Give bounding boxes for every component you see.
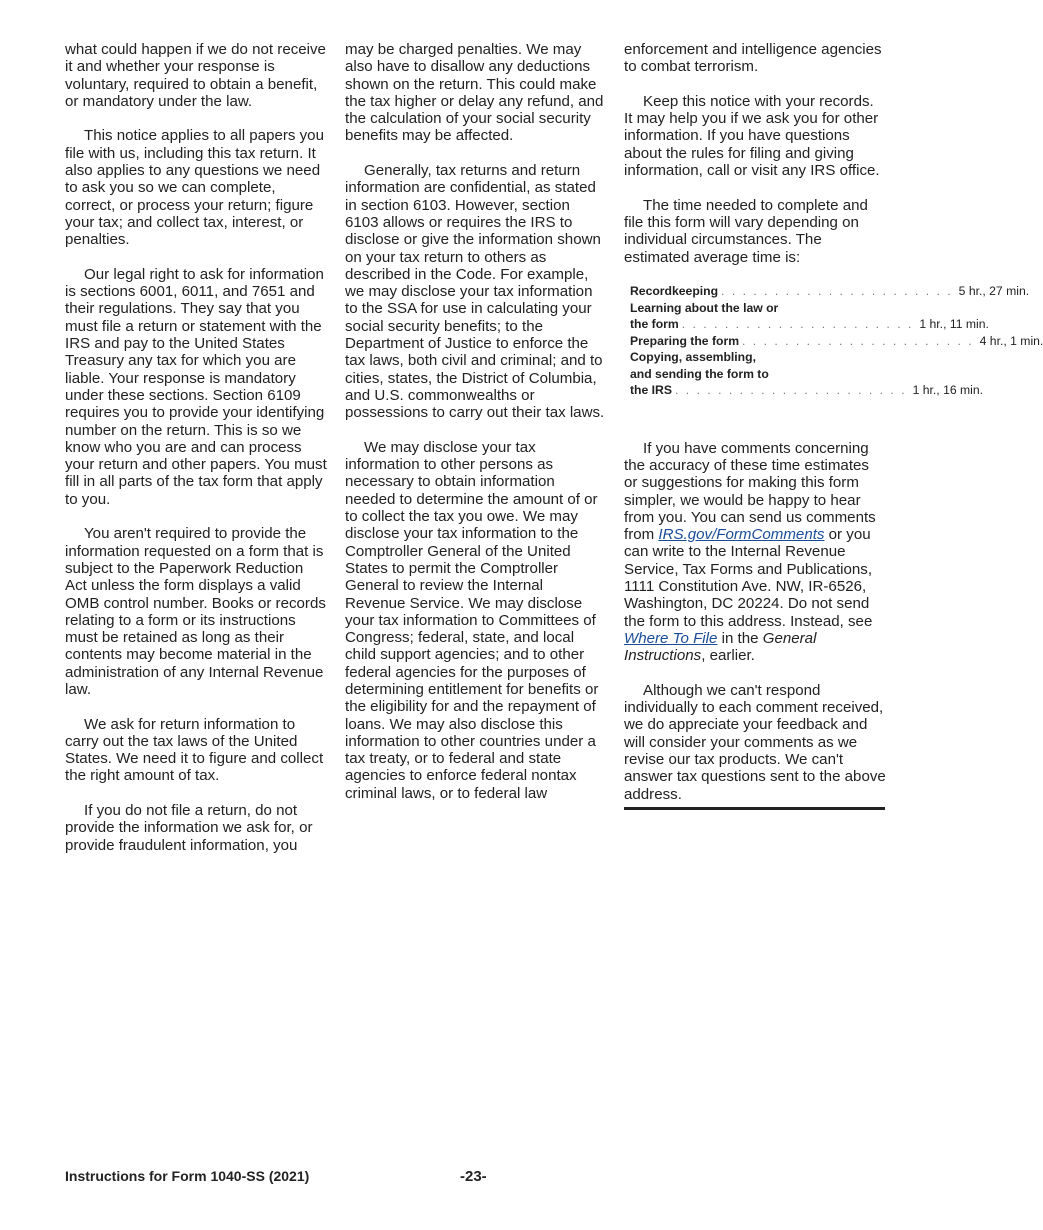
paragraph-comments: If you have comments concerning the accuracy of these time estimates or suggestions for making this form simpler, we would be happy to hear from you. You can send us comments from IRS.gov/FormComments or you can write to the Internal Revenue Service, Tax Forms and Publications, 1111 Constitution Ave. NW, IR-6526, Washington, DC 20224. Do not send the form to this address. Instead, see Where To File in the General Instructions, earlier. bbox=[624, 439, 876, 665]
time-value: 5 hr., 27 min. bbox=[958, 284, 1030, 299]
paragraph: You aren't required to provide the information requested on a form that is subject to the Paperwork Reduction Act unless the form displays a valid OMB control number. Books or records relating to a form or its instructions must be retained as long as their contents may become material in the administration of any Internal Revenue law. bbox=[65, 525, 326, 698]
time-label: Preparing the form bbox=[630, 333, 740, 348]
time-value: 1 hr., 16 min. bbox=[912, 383, 984, 398]
time-label: Learning about the law or bbox=[630, 300, 779, 315]
paragraph: We ask for return information to carry out the tax laws of the United States. We need it to figure and collect the right amount of tax. bbox=[65, 715, 324, 785]
form-comments-link[interactable]: IRS.gov/FormComments bbox=[658, 526, 825, 544]
paragraph: If you do not file a return, do not provide the information we ask for, or provide fraudulent information, you bbox=[65, 802, 313, 854]
time-label: Copying, assembling, bbox=[630, 350, 756, 365]
where-to-file-link[interactable]: Where To File bbox=[624, 629, 718, 647]
time-label: the form bbox=[630, 317, 679, 332]
time-value: 1 hr., 11 min. bbox=[919, 317, 989, 332]
paragraph: what could happen if we do not receive it and whether your response is voluntary, required to obtain a benefit, or mandatory under the law. bbox=[65, 41, 326, 110]
column-1 bbox=[65, 41, 327, 871]
section-end-rule bbox=[624, 807, 885, 810]
time-row-recordkeeping: Recordkeeping . . . . . . . . . . . . . . . . . . . . . . 5 hr., 27 min. bbox=[630, 284, 1030, 299]
column-2 bbox=[345, 41, 607, 819]
time-label: and sending the form to bbox=[630, 366, 769, 381]
paragraph: This notice applies to all papers you file with us, including this tax return. It also applies to any questions we need to ask you so we can complete, correct, or process your return; figure your tax; and collect tax, interest, or penalties. bbox=[65, 127, 324, 249]
paragraph: enforcement and intelligence agencies to combat terrorism. bbox=[624, 41, 882, 76]
time-label: Recordkeeping bbox=[630, 284, 719, 299]
paragraph: Generally, tax returns and return information are confidential, as stated in section 6103. However, section 6103 allows or requires the IRS to disclose or give the information shown on your tax return to others as described in the Code. For example, we may disclose your tax information to the SSA for use in calculating your social security benefits; to the Department of Justice to enforce the tax laws, both civil and criminal; and to cities, states, the District of Columbia, and U.S. commonwealths or possessions to carry out their tax laws. bbox=[345, 162, 605, 422]
time-value: 4 hr., 1 min. bbox=[979, 333, 1043, 348]
paragraph: Keep this notice with your records. It may help you if we ask you for other information. If you have questions about the rules for filing and giving information, call or visit any IRS office. bbox=[624, 92, 880, 180]
paragraph: Our legal right to ask for information is sections 6001, 6011, and 7651 and their regulations. They say that you must file a return or statement with the IRS and pay to the United States Treasury any tax for which you are liable. Your response is mandatory under these sections. Section 6109 requires you to provide your identifying number on the return. This is so we know who you are and can process your return and other papers. You must fill in all parts of the tax form that apply to you. bbox=[65, 265, 327, 508]
time-row-copying: the IRS . . . . . . . . . . . . . . . . . . . . . . 1 hr., 16 min. bbox=[630, 383, 984, 398]
page-number: -23- bbox=[460, 1168, 487, 1185]
paragraph: We may disclose your tax information to other persons as necessary to obtain information needed to determine the amount of or to collect the tax you owe. We may disclose your tax information to the Comptroller General of the United States to permit the Comptroller General to review the Internal Revenue Service. We may disclose your tax information to Committees of Congress; federal, state, and local child support agencies; and to other federal agencies for the purposes of determining entitlement for benefits or the eligibility for and the repayment of loans. We may also disclose this information to other countries under a tax treaty, or to federal and state agencies to enforce federal nontax criminal laws, or to federal law bbox=[345, 438, 599, 802]
time-row-preparing: Preparing the form . . . . . . . . . . . . . . . . . . . . . . 4 hr., 1 min. bbox=[630, 333, 1043, 348]
time-label: the IRS bbox=[630, 383, 672, 398]
paragraph: may be charged penalties. We may also have to disallow any deductions shown on the return. This could make the tax higher or delay any refund, and the calculation of your social security benefits may be affected. bbox=[345, 41, 604, 145]
column-3 bbox=[624, 41, 1043, 820]
paragraph: Although we can't respond individually to each comment received, we do appreciate your feedback and will consider your comments as we revise our tax products. We can't answer tax questions sent to the above address. bbox=[624, 681, 886, 803]
paragraph: The time needed to complete and file this form will vary depending on individual circumstances. The estimated average time is: bbox=[624, 196, 868, 266]
time-row-learning: the form . . . . . . . . . . . . . . . . . . . . . . 1 hr., 11 min. bbox=[630, 317, 989, 332]
footer-form-title: Instructions for Form 1040-SS (2021) bbox=[65, 1168, 310, 1184]
time-estimate-table bbox=[630, 283, 1043, 399]
